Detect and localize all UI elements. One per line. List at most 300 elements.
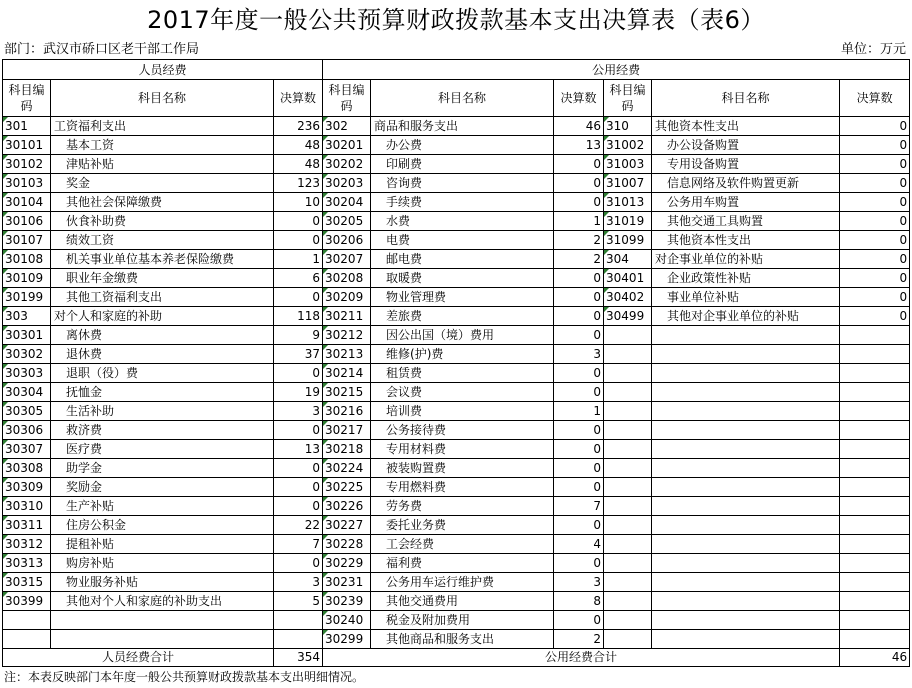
- amount-cell[interactable]: 0: [274, 231, 323, 250]
- subject-name-cell[interactable]: 会议费: [371, 383, 554, 402]
- subject-name-cell[interactable]: 事业单位补贴: [652, 288, 840, 307]
- subject-code-cell[interactable]: 301: [3, 117, 51, 136]
- subject-code-cell[interactable]: 30218: [323, 440, 371, 459]
- amount-cell[interactable]: 123: [274, 174, 323, 193]
- amount-cell[interactable]: 0: [554, 193, 604, 212]
- table-row: [3, 117, 910, 136]
- subject-name-cell[interactable]: 工会经费: [371, 535, 554, 554]
- subject-name-cell[interactable]: 其他交通费用: [371, 592, 554, 611]
- amount-cell[interactable]: 3: [274, 573, 323, 592]
- amount-cell[interactable]: [840, 440, 910, 459]
- amount-cell[interactable]: [840, 516, 910, 535]
- subject-code-cell[interactable]: [604, 592, 652, 611]
- subject-code-cell[interactable]: 30103: [3, 174, 51, 193]
- subject-name-cell[interactable]: 其他交通工具购置: [652, 212, 840, 231]
- subject-code-cell[interactable]: 30307: [3, 440, 51, 459]
- amount-cell[interactable]: 2: [554, 250, 604, 269]
- amount-cell[interactable]: 0: [554, 174, 604, 193]
- section-header-personnel: 人员经费: [3, 60, 323, 80]
- subject-code-cell[interactable]: 30228: [323, 535, 371, 554]
- subject-name-cell[interactable]: 绩效工资: [51, 231, 274, 250]
- subject-name-cell[interactable]: 职业年金缴费: [51, 269, 274, 288]
- amount-cell[interactable]: 0: [554, 383, 604, 402]
- amount-cell[interactable]: [840, 421, 910, 440]
- amount-cell[interactable]: 0: [840, 231, 910, 250]
- subject-name-cell[interactable]: 公务用车运行维护费: [371, 573, 554, 592]
- subject-name-cell[interactable]: 离休费: [51, 326, 274, 345]
- subject-code-cell[interactable]: [604, 573, 652, 592]
- subject-code-cell[interactable]: 30312: [3, 535, 51, 554]
- page-title: 2017年度一般公共预算财政拨款基本支出决算表（表6）: [147, 6, 765, 34]
- subject-name-cell[interactable]: 税金及附加费用: [371, 611, 554, 630]
- subject-name-cell[interactable]: 工资福利支出: [51, 117, 274, 136]
- subject-name-cell[interactable]: 退职（役）费: [51, 364, 274, 383]
- amount-cell[interactable]: 0: [274, 212, 323, 231]
- subject-name-cell[interactable]: [652, 554, 840, 573]
- amount-cell[interactable]: 0: [840, 288, 910, 307]
- subject-code-cell[interactable]: 30313: [3, 554, 51, 573]
- amount-cell[interactable]: 236: [274, 117, 323, 136]
- amount-cell[interactable]: 13: [274, 440, 323, 459]
- subject-code-cell[interactable]: 30304: [3, 383, 51, 402]
- personnel-total-value[interactable]: 354: [274, 649, 323, 667]
- subject-name-cell[interactable]: 公务接待费: [371, 421, 554, 440]
- header-name: 科目名称: [652, 80, 840, 117]
- subject-name-cell[interactable]: [652, 364, 840, 383]
- subject-code-cell[interactable]: 30212: [323, 326, 371, 345]
- amount-cell[interactable]: 0: [554, 440, 604, 459]
- subject-code-cell[interactable]: 30224: [323, 459, 371, 478]
- table-row: [3, 345, 910, 364]
- amount-cell[interactable]: [840, 459, 910, 478]
- subject-name-cell[interactable]: 委托业务费: [371, 516, 554, 535]
- table-row: [3, 440, 910, 459]
- table-row: [3, 288, 910, 307]
- subject-code-cell[interactable]: [3, 630, 51, 649]
- subject-name-cell[interactable]: 住房公积金: [51, 516, 274, 535]
- amount-cell[interactable]: 1: [554, 212, 604, 231]
- table-row: [3, 231, 910, 250]
- subject-name-cell[interactable]: 其他对企事业单位的补贴: [652, 307, 840, 326]
- amount-cell[interactable]: [274, 630, 323, 649]
- subject-name-cell[interactable]: 信息网络及软件购置更新: [652, 174, 840, 193]
- table-row: [3, 269, 910, 288]
- totals-row: [3, 649, 910, 667]
- amount-cell[interactable]: 6: [274, 269, 323, 288]
- subject-name-cell[interactable]: [652, 459, 840, 478]
- table-row: [3, 611, 910, 630]
- subject-code-cell[interactable]: 30208: [323, 269, 371, 288]
- subject-code-cell[interactable]: 30227: [323, 516, 371, 535]
- section-header-public: 公用经费: [323, 60, 910, 80]
- amount-cell[interactable]: 0: [840, 269, 910, 288]
- subject-code-cell[interactable]: 30203: [323, 174, 371, 193]
- header-name: 科目名称: [51, 80, 274, 117]
- personnel-total-label[interactable]: 人员经费合计: [3, 649, 274, 667]
- subject-code-cell[interactable]: 30305: [3, 402, 51, 421]
- subject-code-cell[interactable]: 30206: [323, 231, 371, 250]
- subject-name-cell[interactable]: 租赁费: [371, 364, 554, 383]
- amount-cell[interactable]: [840, 364, 910, 383]
- subject-name-cell[interactable]: 福利费: [371, 554, 554, 573]
- subject-code-cell[interactable]: 30201: [323, 136, 371, 155]
- subject-name-cell[interactable]: [51, 611, 274, 630]
- subject-name-cell[interactable]: 其他对个人和家庭的补助支出: [51, 592, 274, 611]
- amount-cell[interactable]: 13: [554, 136, 604, 155]
- subject-code-cell[interactable]: 30315: [3, 573, 51, 592]
- subject-code-cell[interactable]: 303: [3, 307, 51, 326]
- subject-name-cell[interactable]: 维修(护)费: [371, 345, 554, 364]
- subject-code-cell[interactable]: 30399: [3, 592, 51, 611]
- amount-cell[interactable]: 0: [554, 554, 604, 573]
- subject-code-cell[interactable]: 31099: [604, 231, 652, 250]
- subject-code-cell[interactable]: 30308: [3, 459, 51, 478]
- subject-name-cell[interactable]: 咨询费: [371, 174, 554, 193]
- amount-cell[interactable]: 0: [840, 212, 910, 231]
- amount-cell[interactable]: 0: [554, 269, 604, 288]
- subject-name-cell[interactable]: [652, 345, 840, 364]
- subject-name-cell[interactable]: 提租补贴: [51, 535, 274, 554]
- amount-cell[interactable]: 22: [274, 516, 323, 535]
- subject-name-cell[interactable]: 津贴补贴: [51, 155, 274, 174]
- subject-code-cell[interactable]: [604, 497, 652, 516]
- amount-cell[interactable]: 0: [840, 155, 910, 174]
- subject-code-cell[interactable]: 30311: [3, 516, 51, 535]
- subject-name-cell[interactable]: 商品和服务支出: [371, 117, 554, 136]
- amount-cell[interactable]: 118: [274, 307, 323, 326]
- subject-name-cell[interactable]: 办公费: [371, 136, 554, 155]
- subject-code-cell[interactable]: 30205: [323, 212, 371, 231]
- subject-name-cell[interactable]: 其他资本性支出: [652, 117, 840, 136]
- amount-cell[interactable]: 2: [554, 231, 604, 250]
- subject-name-cell[interactable]: 印刷费: [371, 155, 554, 174]
- subject-code-cell[interactable]: 30213: [323, 345, 371, 364]
- amount-cell[interactable]: [840, 497, 910, 516]
- subject-code-cell[interactable]: 30217: [323, 421, 371, 440]
- subject-name-cell[interactable]: 生产补贴: [51, 497, 274, 516]
- amount-cell[interactable]: 0: [554, 155, 604, 174]
- table-row: [3, 554, 910, 573]
- table-row: [3, 535, 910, 554]
- subject-code-cell[interactable]: [604, 421, 652, 440]
- subject-name-cell[interactable]: 水费: [371, 212, 554, 231]
- amount-cell[interactable]: [840, 326, 910, 345]
- subject-code-cell[interactable]: 30240: [323, 611, 371, 630]
- subject-name-cell[interactable]: 奖金: [51, 174, 274, 193]
- subject-name-cell[interactable]: 企业政策性补贴: [652, 269, 840, 288]
- subject-name-cell[interactable]: 助学金: [51, 459, 274, 478]
- header-code: 科目编码: [3, 80, 51, 117]
- subject-code-cell[interactable]: 31003: [604, 155, 652, 174]
- subject-code-cell[interactable]: 30239: [323, 592, 371, 611]
- footnote: 注：本表反映部门本年度一般公共预算财政拨款基本支出明细情况。: [4, 670, 365, 684]
- amount-cell[interactable]: 0: [274, 497, 323, 516]
- subject-code-cell[interactable]: 30107: [3, 231, 51, 250]
- table-row: [3, 478, 910, 497]
- subject-name-cell[interactable]: 基本工资: [51, 136, 274, 155]
- subject-name-cell[interactable]: [652, 611, 840, 630]
- subject-name-cell[interactable]: [652, 535, 840, 554]
- subject-code-cell[interactable]: 30207: [323, 250, 371, 269]
- subject-code-cell[interactable]: 30104: [3, 193, 51, 212]
- subject-name-cell[interactable]: [652, 592, 840, 611]
- subject-code-cell[interactable]: 31019: [604, 212, 652, 231]
- amount-cell[interactable]: 0: [274, 554, 323, 573]
- subject-name-cell[interactable]: 物业服务补贴: [51, 573, 274, 592]
- public-total-value[interactable]: 46: [840, 649, 910, 667]
- subject-code-cell[interactable]: [3, 611, 51, 630]
- subject-name-cell[interactable]: [652, 383, 840, 402]
- table-row: [3, 592, 910, 611]
- subject-code-cell[interactable]: 30231: [323, 573, 371, 592]
- table-row: [3, 573, 910, 592]
- subject-code-cell[interactable]: [604, 440, 652, 459]
- amount-cell[interactable]: 0: [840, 117, 910, 136]
- amount-cell[interactable]: [840, 554, 910, 573]
- subject-name-cell[interactable]: [652, 630, 840, 649]
- amount-cell[interactable]: 37: [274, 345, 323, 364]
- subject-name-cell[interactable]: 被装购置费: [371, 459, 554, 478]
- subject-name-cell[interactable]: 专用燃料费: [371, 478, 554, 497]
- subject-code-cell[interactable]: [604, 611, 652, 630]
- amount-cell[interactable]: [274, 611, 323, 630]
- amount-cell[interactable]: 0: [274, 288, 323, 307]
- subject-code-cell[interactable]: 30214: [323, 364, 371, 383]
- subject-code-cell[interactable]: [604, 326, 652, 345]
- amount-cell[interactable]: 48: [274, 155, 323, 174]
- subject-code-cell[interactable]: 30209: [323, 288, 371, 307]
- table-row: [3, 630, 910, 649]
- subject-name-cell[interactable]: 奖励金: [51, 478, 274, 497]
- amount-cell[interactable]: 0: [554, 326, 604, 345]
- subject-name-cell[interactable]: 购房补贴: [51, 554, 274, 573]
- subject-code-cell[interactable]: 31013: [604, 193, 652, 212]
- amount-cell[interactable]: 10: [274, 193, 323, 212]
- subject-code-cell[interactable]: 30302: [3, 345, 51, 364]
- subject-name-cell[interactable]: 劳务费: [371, 497, 554, 516]
- amount-cell[interactable]: [840, 478, 910, 497]
- subject-name-cell[interactable]: 专用设备购置: [652, 155, 840, 174]
- subject-code-cell[interactable]: 30309: [3, 478, 51, 497]
- subject-name-cell[interactable]: 取暖费: [371, 269, 554, 288]
- subject-code-cell[interactable]: [604, 516, 652, 535]
- amount-cell[interactable]: 0: [554, 516, 604, 535]
- subject-name-cell[interactable]: 生活补助: [51, 402, 274, 421]
- amount-cell[interactable]: 3: [554, 345, 604, 364]
- header-amount: 决算数: [840, 80, 910, 117]
- subject-code-cell[interactable]: [604, 345, 652, 364]
- subject-code-cell[interactable]: 30310: [3, 497, 51, 516]
- subject-name-cell[interactable]: 对个人和家庭的补助: [51, 307, 274, 326]
- subject-code-cell[interactable]: 304: [604, 250, 652, 269]
- amount-cell[interactable]: [840, 592, 910, 611]
- table-row: [3, 174, 910, 193]
- table-row: [3, 497, 910, 516]
- subject-code-cell[interactable]: 30204: [323, 193, 371, 212]
- subject-code-cell[interactable]: [604, 383, 652, 402]
- subject-name-cell[interactable]: 退休费: [51, 345, 274, 364]
- department-label: 部门：武汉市硚口区老干部工作局: [4, 42, 200, 57]
- subject-name-cell[interactable]: [51, 630, 274, 649]
- amount-cell[interactable]: 0: [274, 421, 323, 440]
- subject-code-cell[interactable]: 30303: [3, 364, 51, 383]
- amount-cell[interactable]: 3: [554, 573, 604, 592]
- amount-cell[interactable]: 48: [274, 136, 323, 155]
- subject-code-cell[interactable]: 30226: [323, 497, 371, 516]
- subject-name-cell[interactable]: 其他社会保障缴费: [51, 193, 274, 212]
- subject-code-cell[interactable]: 30101: [3, 136, 51, 155]
- subject-name-cell[interactable]: [652, 402, 840, 421]
- subject-code-cell[interactable]: 31002: [604, 136, 652, 155]
- amount-cell[interactable]: 0: [840, 250, 910, 269]
- subject-name-cell[interactable]: 其他工资福利支出: [51, 288, 274, 307]
- subject-name-cell[interactable]: [652, 440, 840, 459]
- subject-name-cell[interactable]: 电费: [371, 231, 554, 250]
- amount-cell[interactable]: [840, 630, 910, 649]
- table-row: [3, 421, 910, 440]
- subject-code-cell[interactable]: 30202: [323, 155, 371, 174]
- amount-cell[interactable]: 0: [840, 307, 910, 326]
- subject-name-cell[interactable]: 邮电费: [371, 250, 554, 269]
- subject-name-cell[interactable]: 办公设备购置: [652, 136, 840, 155]
- table-row: [3, 193, 910, 212]
- subject-code-cell[interactable]: 30225: [323, 478, 371, 497]
- subject-code-cell[interactable]: 30211: [323, 307, 371, 326]
- subject-code-cell[interactable]: [604, 402, 652, 421]
- subject-name-cell[interactable]: [652, 326, 840, 345]
- subject-name-cell[interactable]: 抚恤金: [51, 383, 274, 402]
- header-code: 科目编码: [323, 80, 371, 117]
- subject-name-cell[interactable]: 专用材料费: [371, 440, 554, 459]
- amount-cell[interactable]: 0: [554, 307, 604, 326]
- amount-cell[interactable]: 1: [554, 402, 604, 421]
- unit-label: 单位：万元: [840, 42, 906, 57]
- subject-name-cell[interactable]: 对企事业单位的补贴: [652, 250, 840, 269]
- subject-name-cell[interactable]: 培训费: [371, 402, 554, 421]
- amount-cell[interactable]: 0: [274, 459, 323, 478]
- subject-name-cell[interactable]: [652, 573, 840, 592]
- subject-code-cell[interactable]: 30306: [3, 421, 51, 440]
- header-amount: 决算数: [554, 80, 604, 117]
- table-row: [3, 459, 910, 478]
- subject-code-cell[interactable]: 31007: [604, 174, 652, 193]
- subject-code-cell[interactable]: 30199: [3, 288, 51, 307]
- amount-cell[interactable]: 0: [840, 174, 910, 193]
- subject-name-cell[interactable]: [652, 478, 840, 497]
- budget-table: [2, 59, 910, 667]
- amount-cell[interactable]: 4: [554, 535, 604, 554]
- amount-cell[interactable]: 5: [274, 592, 323, 611]
- subject-code-cell[interactable]: 30402: [604, 288, 652, 307]
- amount-cell[interactable]: 0: [274, 364, 323, 383]
- subject-code-cell[interactable]: [604, 459, 652, 478]
- subject-name-cell[interactable]: 物业管理费: [371, 288, 554, 307]
- subject-name-cell[interactable]: 因公出国（境）费用: [371, 326, 554, 345]
- amount-cell[interactable]: 2: [554, 630, 604, 649]
- subject-code-cell[interactable]: 30102: [3, 155, 51, 174]
- amount-cell[interactable]: 0: [554, 364, 604, 383]
- subject-code-cell[interactable]: 302: [323, 117, 371, 136]
- table-row: [3, 383, 910, 402]
- amount-cell[interactable]: 0: [554, 478, 604, 497]
- amount-cell[interactable]: [840, 345, 910, 364]
- subject-name-cell[interactable]: 其他商品和服务支出: [371, 630, 554, 649]
- subject-code-cell[interactable]: 30106: [3, 212, 51, 231]
- subject-name-cell[interactable]: 公务用车购置: [652, 193, 840, 212]
- table-row: [3, 402, 910, 421]
- subject-name-cell[interactable]: 手续费: [371, 193, 554, 212]
- subject-code-cell[interactable]: 30401: [604, 269, 652, 288]
- amount-cell[interactable]: 0: [274, 478, 323, 497]
- subject-code-cell[interactable]: [604, 478, 652, 497]
- subject-code-cell[interactable]: [604, 535, 652, 554]
- amount-cell[interactable]: 0: [554, 459, 604, 478]
- amount-cell[interactable]: 1: [274, 250, 323, 269]
- subject-name-cell[interactable]: 机关事业单位基本养老保险缴费: [51, 250, 274, 269]
- amount-cell[interactable]: [840, 383, 910, 402]
- amount-cell[interactable]: 7: [274, 535, 323, 554]
- subject-code-cell[interactable]: 30216: [323, 402, 371, 421]
- subject-code-cell[interactable]: 30229: [323, 554, 371, 573]
- amount-cell[interactable]: [840, 535, 910, 554]
- subject-name-cell[interactable]: 救济费: [51, 421, 274, 440]
- subject-name-cell[interactable]: [652, 421, 840, 440]
- table-row: [3, 136, 910, 155]
- table-row: [3, 250, 910, 269]
- amount-cell[interactable]: 19: [274, 383, 323, 402]
- subject-code-cell[interactable]: [604, 364, 652, 383]
- amount-cell[interactable]: 0: [554, 288, 604, 307]
- amount-cell[interactable]: 7: [554, 497, 604, 516]
- amount-cell[interactable]: [840, 611, 910, 630]
- subject-name-cell[interactable]: [652, 497, 840, 516]
- subject-name-cell[interactable]: 差旅费: [371, 307, 554, 326]
- table-row: [3, 516, 910, 535]
- public-total-label[interactable]: 公用经费合计: [323, 649, 840, 667]
- amount-cell[interactable]: 46: [554, 117, 604, 136]
- amount-cell[interactable]: [840, 402, 910, 421]
- table-row: [3, 364, 910, 383]
- subject-code-cell[interactable]: 30215: [323, 383, 371, 402]
- amount-cell[interactable]: 8: [554, 592, 604, 611]
- amount-cell[interactable]: 0: [554, 611, 604, 630]
- subject-code-cell[interactable]: 30109: [3, 269, 51, 288]
- subject-name-cell[interactable]: 医疗费: [51, 440, 274, 459]
- subject-code-cell[interactable]: 310: [604, 117, 652, 136]
- amount-cell[interactable]: 0: [840, 136, 910, 155]
- subject-name-cell[interactable]: [652, 516, 840, 535]
- amount-cell[interactable]: 0: [840, 193, 910, 212]
- amount-cell[interactable]: 0: [554, 421, 604, 440]
- amount-cell[interactable]: [840, 573, 910, 592]
- table-row: [3, 212, 910, 231]
- amount-cell[interactable]: 3: [274, 402, 323, 421]
- header-code: 科目编码: [604, 80, 652, 117]
- table-row: [3, 307, 910, 326]
- subject-code-cell[interactable]: 30301: [3, 326, 51, 345]
- table-row: [3, 155, 910, 174]
- table-row: [3, 326, 910, 345]
- subject-code-cell[interactable]: [604, 554, 652, 573]
- subject-code-cell[interactable]: 30499: [604, 307, 652, 326]
- subject-code-cell[interactable]: 30299: [323, 630, 371, 649]
- header-name: 科目名称: [371, 80, 554, 117]
- subject-code-cell[interactable]: [604, 630, 652, 649]
- amount-cell[interactable]: 9: [274, 326, 323, 345]
- subject-name-cell[interactable]: 其他资本性支出: [652, 231, 840, 250]
- subject-code-cell[interactable]: 30108: [3, 250, 51, 269]
- subject-name-cell[interactable]: 伙食补助费: [51, 212, 274, 231]
